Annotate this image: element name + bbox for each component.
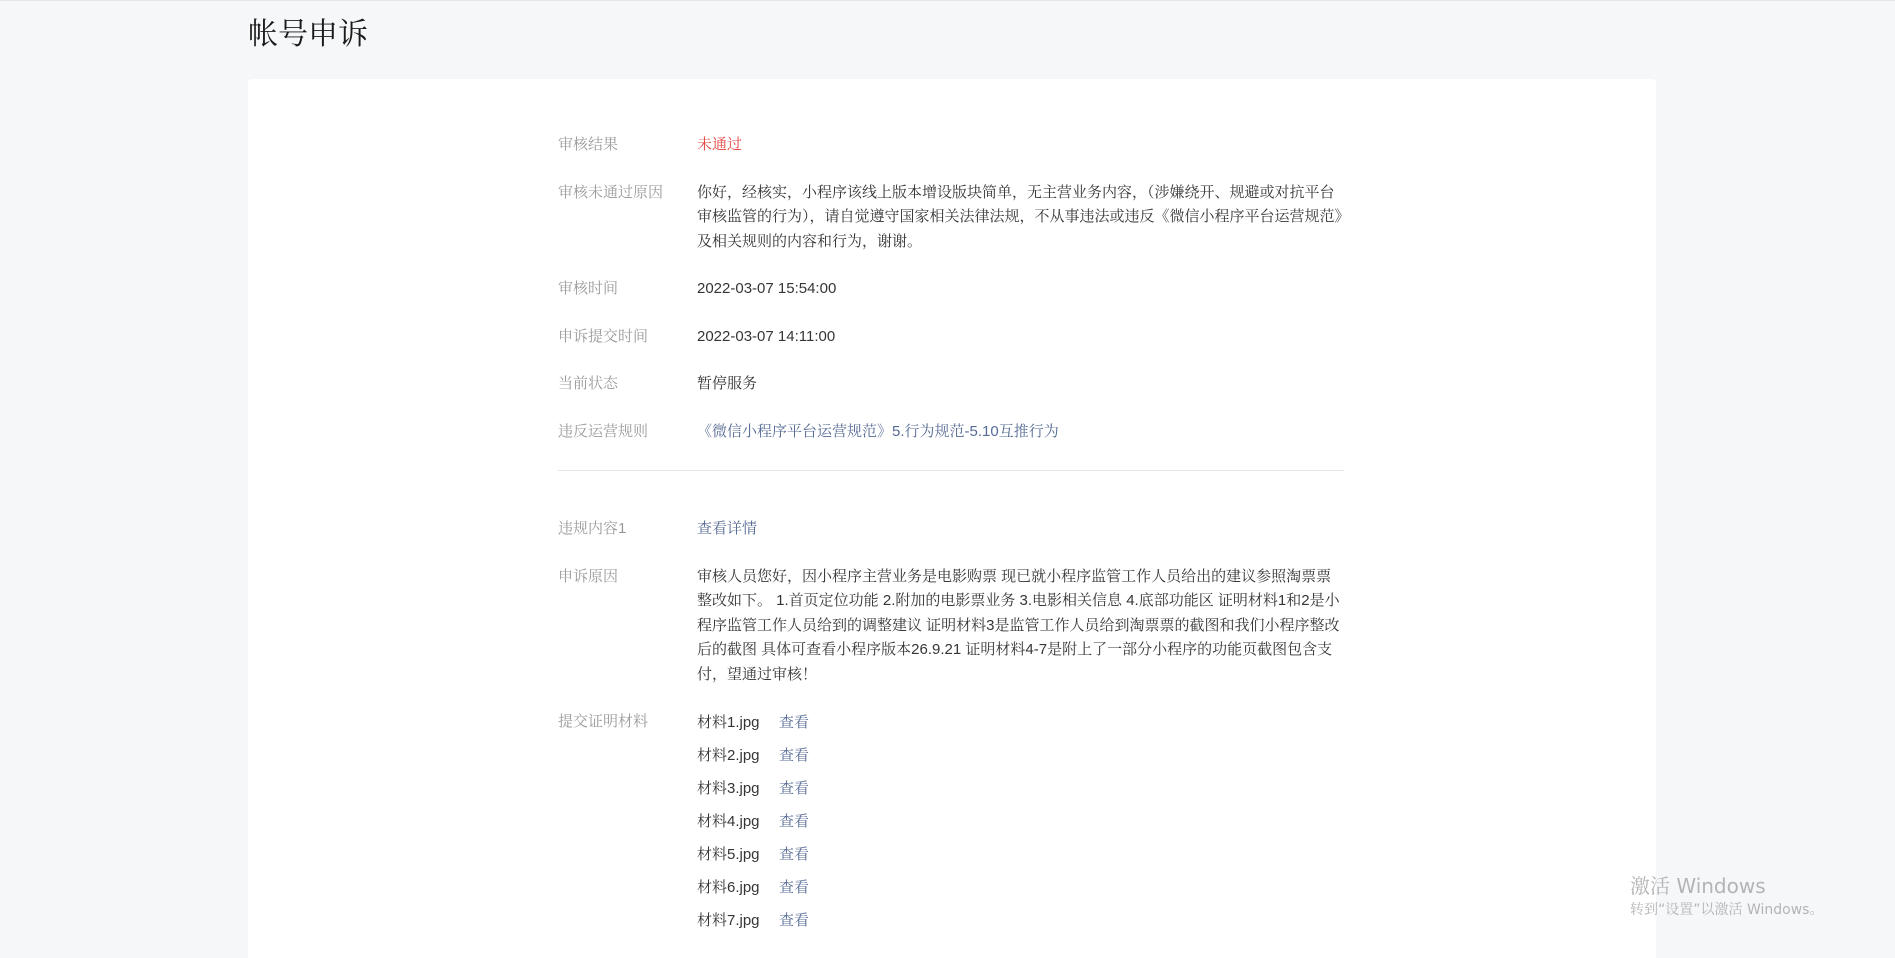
appeal-reason-value: 审核人员您好，因小程序主营业务是电影购票 现已就小程序监管工作人员给出的建议参照淘票票整改如下。 1.首页定位功能 2.附加的电影票业务 3.电影相关信息 4.底部功能区 证明材料1和2是小程序监管工作人员给到的调整建议 证明材料3是监管工作人员给到淘票票的截图和我们小程序整改后的截图 具体可查看小程序版本26.9.21 证明材料4-7是附上了一部分小程序的功能页截图包含支付，望通过审核！ <box>697 567 1340 683</box>
file-name: 材料2.jpg <box>697 747 760 764</box>
file-item <box>697 871 1344 904</box>
evidence-label: 提交证明材料 <box>558 713 649 730</box>
appeal-reason-row <box>558 565 1344 688</box>
submit-time-value: 2022-03-07 14:11:00 <box>697 327 836 345</box>
violated-rule-row <box>558 420 1344 445</box>
file-item <box>697 739 1344 772</box>
review-result-value: 未通过 <box>697 136 743 153</box>
review-result-label: 审核结果 <box>558 136 619 153</box>
view-file-link[interactable]: 查看 <box>779 714 810 731</box>
file-item <box>697 706 1344 739</box>
review-time-row <box>558 277 1344 302</box>
appeal-detail-content <box>558 133 1344 958</box>
violation-content-row <box>558 517 1344 542</box>
submit-time-row <box>558 325 1344 350</box>
view-file-link[interactable]: 查看 <box>779 747 810 764</box>
file-name: 材料1.jpg <box>697 714 760 731</box>
appeal-detail-card <box>248 79 1656 958</box>
watermark-subtitle: 转到“设置”以激活 Windows。 <box>1630 902 1824 918</box>
current-status-label: 当前状态 <box>558 375 619 392</box>
file-name: 材料7.jpg <box>697 912 760 929</box>
section-divider <box>558 470 1344 471</box>
view-file-link[interactable]: 查看 <box>779 846 810 863</box>
current-status-row <box>558 372 1344 397</box>
view-details-link[interactable]: 查看详情 <box>697 520 758 537</box>
file-item <box>697 805 1344 838</box>
evidence-file-list <box>697 710 1344 937</box>
appeal-reason-label: 申诉原因 <box>558 567 619 585</box>
review-reason-row <box>558 181 1344 255</box>
file-item <box>697 838 1344 871</box>
view-file-link[interactable]: 查看 <box>779 912 810 929</box>
submit-time-label: 申诉提交时间 <box>558 327 649 345</box>
file-item <box>697 772 1344 805</box>
file-name: 材料4.jpg <box>697 813 760 830</box>
evidence-row <box>558 710 1344 937</box>
review-time-value: 2022-03-07 15:54:00 <box>697 280 837 297</box>
file-item <box>697 904 1344 937</box>
windows-activation-watermark <box>1630 873 1823 921</box>
violation-content-label: 违规内容1 <box>558 520 627 537</box>
view-file-link[interactable]: 查看 <box>779 813 810 830</box>
file-name: 材料3.jpg <box>697 780 760 797</box>
file-name: 材料6.jpg <box>697 879 760 896</box>
review-time-label: 审核时间 <box>558 280 619 297</box>
violated-rule-label: 违反运营规则 <box>558 422 649 440</box>
review-reason-label: 审核未通过原因 <box>558 183 664 201</box>
review-result-row <box>558 133 1344 158</box>
violated-rule-link[interactable]: 《微信小程序平台运营规范》5.行为规范-5.10互推行为 <box>697 422 1059 440</box>
review-reason-value: 你好，经核实，小程序该线上版本增设版块简单，无主营业务内容，（涉嫌绕开、规避或对抗平台审核监管的行为），请自觉遵守国家相关法律法规，不从事违法或违反《微信小程序平台运营规范》及相关规则的内容和行为，谢谢。 <box>697 183 1343 250</box>
page-title: 帐号申诉 <box>248 18 368 51</box>
watermark-title: 激活 Windows <box>1630 874 1766 898</box>
file-name: 材料5.jpg <box>697 846 760 863</box>
current-status-value: 暂停服务 <box>697 375 758 392</box>
view-file-link[interactable]: 查看 <box>779 780 810 797</box>
view-file-link[interactable]: 查看 <box>779 879 810 896</box>
